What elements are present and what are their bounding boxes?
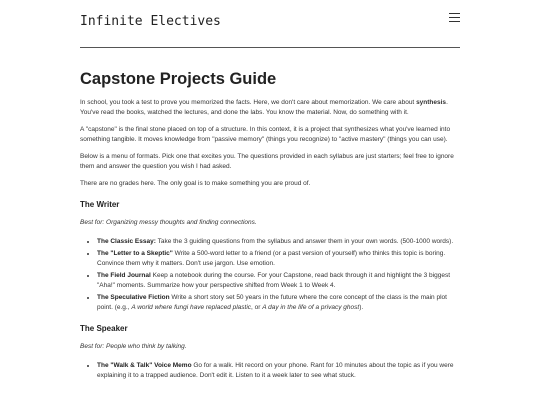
speaker-formats-list: [80, 361, 460, 381]
header-divider: [80, 47, 460, 48]
intro-paragraph-1: In school, you took a test to prove you memorized the facts. Here, we don't care about memorization. We care about synthesis. You've read the books, watched the lectures, and done the labs. You know the material. Now, do something with it.: [80, 99, 448, 116]
site-title[interactable]: Infinite Electives: [80, 14, 221, 29]
list-item: • The "Walk & Talk" Voice Memo Go for a walk. Hit record on your phone. Rant for 10 minutes about the topic as if you were explaining it to a trapped audience. Don't edit it. Listen to it a week later to see what stuck.: [97, 361, 460, 381]
list-item: • The Classic Essay: Take the 3 guiding questions from the syllabus and answer them in your own words. (500-1000 words).: [97, 237, 460, 247]
list-item: • The "Letter to a Skeptic" Write a 500-word letter to a friend (or a past version of yourself) who thinks this topic is boring. Convince them why it matters. Don't use jargon. Use emotion.: [97, 249, 460, 269]
list-item: • The Field Journal Keep a notebook during the course. For your Capstone, read back through it and highlight the 3 biggest "Aha!" moments. Summarize how your perspective shifted from Week 1 to Week 4.: [97, 271, 460, 291]
main-content: [80, 70, 460, 383]
site-header: [0, 0, 540, 48]
intro-paragraph-2: A "capstone" is the final stone placed on top of a structure. In this context, it is a project that synthesizes what you've learned into something tangible. It moves knowledge from "passive memory" (things you recognize) to "active mastery" (things you can use).: [80, 126, 451, 143]
writer-formats-list: [80, 237, 460, 313]
hamburger-menu-icon[interactable]: [449, 13, 460, 24]
section-heading-speaker: The Speaker: [80, 324, 128, 333]
page-title: Capstone Projects Guide: [80, 70, 277, 88]
list-item: • The Speculative Fiction Write a short story set 50 years in the future where the core concept of the class is the main plot point. (e.g., A world where fungi have replaced plastic, or A day in the life of a privacy ghost).: [97, 293, 460, 313]
best-for-speaker: Best for: People who think by talking.: [80, 343, 187, 350]
intro-paragraph-3: Below is a menu of formats. Pick one that excites you. The questions provided in each syllabus are just starters; feel free to ignore them and answer the question you wish I had asked.: [80, 153, 454, 170]
section-heading-writer: The Writer: [80, 200, 120, 209]
intro-paragraph-4: There are no grades here. The only goal is to make something you are proud of.: [80, 180, 311, 187]
best-for-writer: Best for: Organizing messy thoughts and finding connections.: [80, 219, 257, 226]
